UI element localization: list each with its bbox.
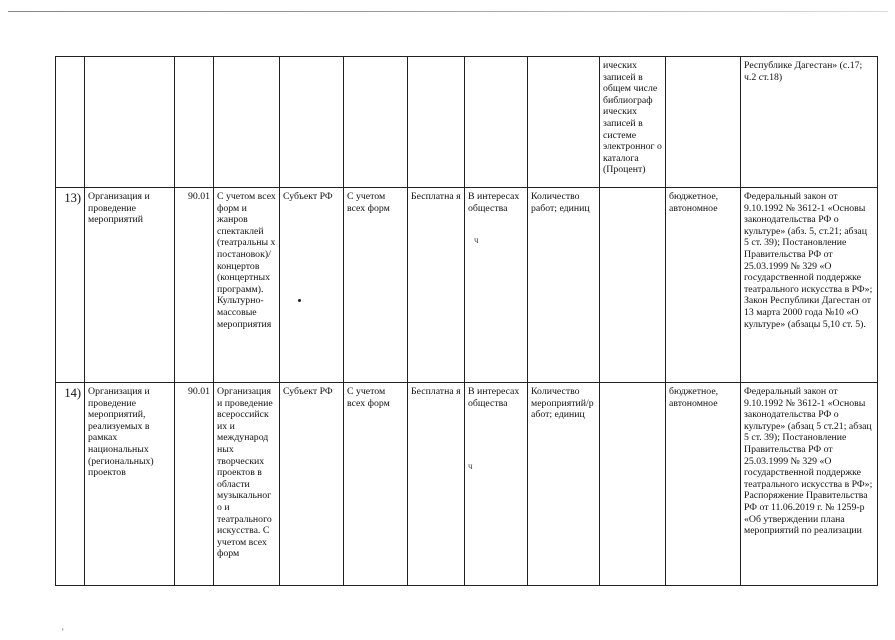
institution-type: бюджетное, автономное [666, 188, 741, 383]
service-category: Субъект РФ [280, 383, 344, 586]
cell-empty [56, 57, 85, 188]
cell-empty [344, 57, 408, 188]
table-row-continuation [56, 57, 878, 188]
cell-empty [280, 57, 344, 188]
cell-empty [465, 57, 528, 188]
service-form: С учетом всех форм [344, 383, 408, 586]
scan-speck: ' [62, 627, 64, 637]
scan-edge-line [8, 11, 888, 12]
legal-basis: Федеральный закон от 9.10.1992 № 3612-1 «Основы законодательства РФ о культуре» (абз. 5, ст.21; абзац 5 ст. 39); Постановление Правительства РФ от 25.03.1999 № 329 «О государственной поддержке театрального искусства в РФ»; Закон Республики Дагестан от 13 марта 2000 года №10 «О культуре» (абзацы 5,10 ст. 5). [741, 188, 878, 383]
row-number: 13) [56, 188, 85, 383]
cell-empty [528, 57, 600, 188]
table-row [56, 188, 878, 383]
institution-type: бюджетное, автономное [666, 383, 741, 586]
services-register-table [55, 56, 878, 586]
table-row [56, 383, 878, 586]
payment-type: Бесплатна я [408, 188, 465, 383]
service-indicator: Количество работ; единиц [528, 188, 600, 383]
service-interest: В интересах общества [465, 188, 528, 383]
row-number: 14) [56, 383, 85, 586]
cell-empty [175, 57, 214, 188]
cell-extra [600, 383, 666, 586]
service-form: С учетом всех форм [344, 188, 408, 383]
cell-empty [85, 57, 175, 188]
cell-extra [600, 188, 666, 383]
service-category: Субъект РФ [280, 188, 344, 383]
service-content: Организация и проведение всероссийск их и международ ных творческих проектов в области музыкальног о и театрального искусства. С учетом всех форм [214, 383, 280, 586]
service-name: Организация и проведение мероприятий [85, 188, 175, 383]
cell-empty [214, 57, 280, 188]
payment-type: Бесплатна я [408, 383, 465, 586]
service-name: Организация и проведение мероприятий, реализуемых в рамках национальных (региональных) проектов [85, 383, 175, 586]
cell-legal-basis-fragment: Республике Дагестан» (с.17; ч.2 ст.18) [741, 57, 878, 188]
okved-code: 90.01 [175, 383, 214, 586]
cell-empty [666, 57, 741, 188]
service-content: С учетом всех форм и жанров спектаклей (театральны х постановок)/ концертов (концертных программ). Культурно-массовые мероприятия [214, 188, 280, 383]
service-interest: В интересах общества [465, 383, 528, 586]
scan-speck: ч [468, 461, 473, 471]
cell-empty [408, 57, 465, 188]
legal-basis: Федеральный закон от 9.10.1992 № 3612-1 «Основы законодательства РФ о культуре» (абзац 5 ст.21; абзац 5 ст. 39); Постановление Правительства РФ от 25.03.1999 № 329 «О государственной поддержке театрального искусства в РФ»; Распоряжение Правительства РФ от 11.06.2019 г. № 1259-р «Об утверждении плана мероприятий по реализации [741, 383, 878, 586]
scan-speck [298, 299, 301, 302]
cell-indicator-fragment: ических записей в общем числе библиограф ических записей в системе электронног о каталога (Процент) [600, 57, 666, 188]
service-indicator: Количество мероприятий/р абот; единиц [528, 383, 600, 586]
okved-code: 90.01 [175, 188, 214, 383]
scan-speck: ч [474, 235, 479, 245]
